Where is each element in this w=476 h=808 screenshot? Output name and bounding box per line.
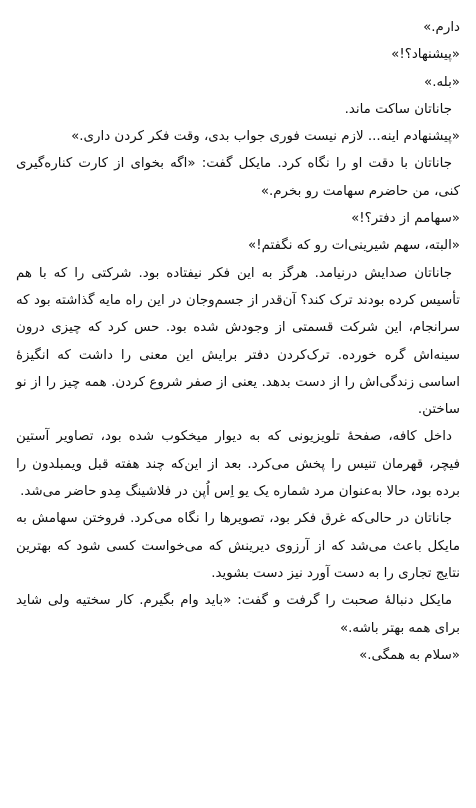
paragraph: «بله.» xyxy=(424,74,460,90)
paragraph: «سلام به همگی.» xyxy=(359,647,460,663)
paragraph: «البته، سهم شیرینی‌ات رو که نگفتم!» xyxy=(248,238,460,254)
paragraph: «سهامم از دفتر؟!» xyxy=(351,211,460,227)
paragraph: جاناتان در حالی‌که غرق فکر بود، تصویرها را نگاه می‌کرد. فروختن سهامش به مایکل باعث می‌شد که از آرزوی دیرینش که می‌خواست کسی شود که بهترین نتایج تجاری را به دست آورد نیز دست بشوید. xyxy=(16,511,460,581)
paragraph: «پیشنهاد؟!» xyxy=(391,47,460,63)
paragraph: «پیشنهادم اینه... لازم نیست فوری جواب بدی، وقت فکر کردن داری.» xyxy=(71,129,460,145)
paragraph: جاناتان ساکت ماند. xyxy=(344,101,452,117)
paragraph: داخل کافه، صفحهٔ تلویزیونی که به دیوار میخکوب شده بود، تصاویر آستین فیچر، قهرمان تنیس را پخش می‌کرد. بعد از این‌که چند هفته قبل ویمبلدون را برده بود، حالا به‌عنوان مرد شماره یک یو اِس اُپن در فلاشینگ مِدو حاضر می‌شد. xyxy=(16,429,460,500)
paragraph: دارم.» xyxy=(423,20,460,35)
paragraph: جاناتان صدایش درنیامد. هرگز به این فکر نیفتاده بود. شرکتی را که با هم تأسیس کرده بودند ترک کند؟ آن‌قدر از جسم‌وجان در این راه مایه گذاشته بود که سرانجام، این شرکت قسمتی از وجودش شده بود. حس کرد که چیزی درون سینه‌اش گره خورده. ترک‌کردن دفتر برایش این معنی را داشت که انگیزهٔ اساسی زندگی‌اش را از دست بدهد. یعنی از صفر شروع کردن. همه چیز را از نو ساختن. xyxy=(16,265,460,418)
paragraph: جاناتان با دقت او را نگاه کرد. مایکل گفت: «اگه بخوای از کارت کناره‌گیری کنی، من حاضرم سهامت رو بخرم.» xyxy=(16,156,460,199)
paragraph: مایکل دنبالهٔ صحبت را گرفت و گفت: «باید وام بگیرم. کار سختیه ولی شاید برای همه بهتر باشه.» xyxy=(16,593,460,636)
